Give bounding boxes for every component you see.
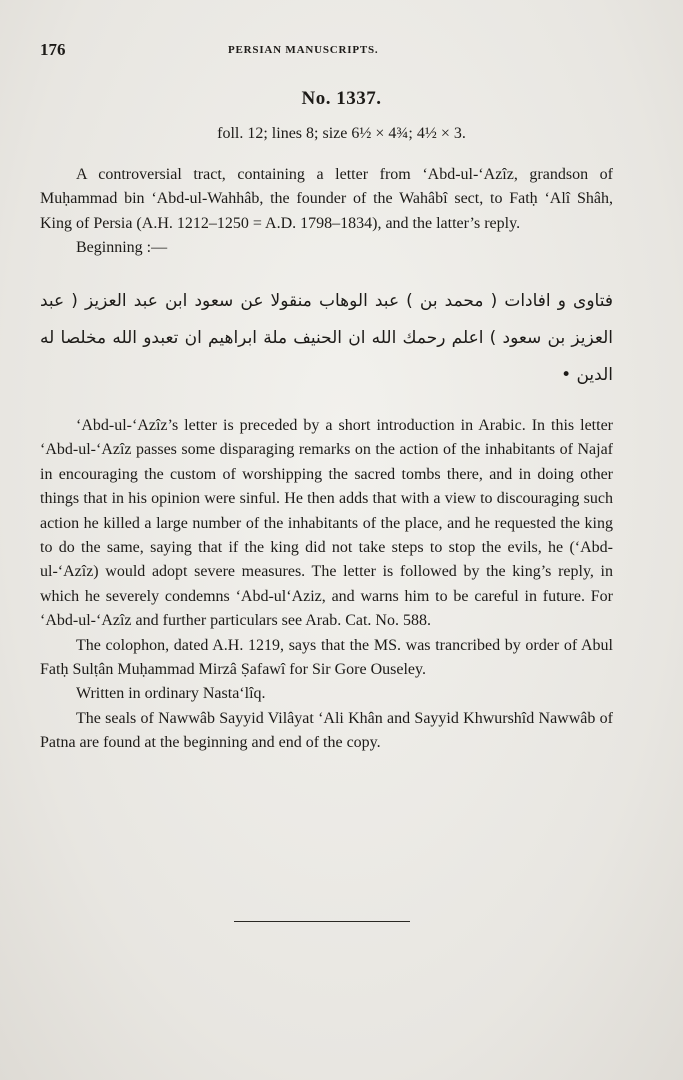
beginning-label: Beginning :— [76, 239, 168, 257]
running-title: PERSIAN MANUSCRIPTS. [228, 44, 379, 56]
script-paragraph: Written in ordinary Nasta‘lîq. [76, 685, 266, 703]
colophon-paragraph: The colophon, dated A.H. 1219, says that the MS. was trancribed by order of Abul Fatḥ Sulṭân Muḥammad Mirzâ Ṣafawî for Sir Gore Ouseley. [40, 636, 613, 679]
entry-number: No. 1337. [301, 88, 382, 109]
closing-rule [234, 921, 410, 922]
entry-specs: foll. 12; lines 8; size 6½ × 4¾; 4½ × 3. [217, 125, 466, 142]
main-text-block [40, 414, 613, 756]
arabic-incipit: فتاوى و افادات ( محمد بن ) عبد الوهاب منقولا عن سعود ابن عبد العزيز ( عبد العزيز بن سعود ) اعلم رحمك الله ان الحنيف ملة ابراهيم ان تعبدو الله مخلصا له الدين • [40, 291, 613, 385]
intro-paragraph: A controversial tract, containing a letter from ‘Abd-ul-‘Azîz, grandson of Muḥammad bin ‘Abd-ul-Wahhâb, the founder of the Wahâbî sect, to Fatḥ ‘Alî Shâh, King of Persia (A.H. 1212–1250 = A.D. 1798–1834), and the latter’s reply. [40, 166, 613, 232]
running-head [40, 40, 640, 60]
seals-paragraph: The seals of Nawwâb Sayyid Vilâyat ‘Ali Khân and Sayyid Khwurshîd Nawwâb of Patna are found at the beginning and end of the copy. [40, 709, 613, 752]
letter-summary-paragraph: ‘Abd-ul-‘Azîz’s letter is preceded by a short introduction in Arabic. In this letter ‘Abd-ul-‘Azîz passes some disparaging remarks on the action of the inhabitants of Najaf in encouraging the custom of worshipping the sacred tombs there, and in doing other things that in his opinion were sinful. He then adds that with a view to discouraging such action he killed a large number of the inhabitants of the place, and he requested the king to do the same, saying that if the king did not take steps to stop the evils, he (‘Abd-ul-‘Azîz) would adopt severe measures. The letter is followed by the king’s reply, in which he severely condemns ‘Abd-ul‘Aziz, and warns him to be careful in future. For ‘Abd-ul-‘Azîz and further particulars see Arab. Cat. No. 588. [40, 417, 613, 630]
intro-block [40, 163, 613, 261]
page-number: 176 [40, 40, 66, 59]
